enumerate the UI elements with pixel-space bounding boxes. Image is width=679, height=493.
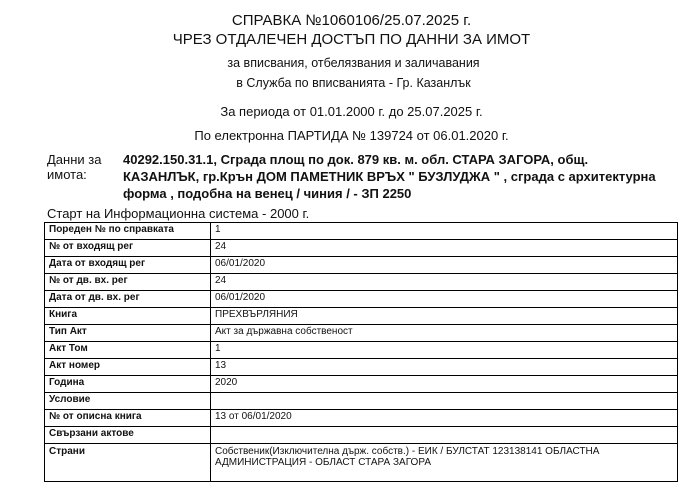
- row-value: [211, 427, 678, 444]
- table-row: [45, 274, 678, 291]
- row-value: 06/01/2020: [211, 291, 678, 308]
- table-row: [45, 308, 678, 325]
- row-value: ПРЕХВЪРЛЯНИЯ: [211, 308, 678, 325]
- period-range: За периода от 01.01.2000 г. до 25.07.2025 г.: [220, 104, 483, 119]
- row-value: 1: [211, 342, 678, 359]
- row-label: Акт Том: [45, 342, 211, 359]
- row-value: 13 от 06/01/2020: [211, 410, 678, 427]
- table-row: [45, 444, 678, 482]
- property-description: 40292.150.31.1, Сграда площ по док. 879 кв. м. обл. СТАРА ЗАГОРА, общ. КАЗАНЛЪК, гр.Крън ДОМ ПАМЕТНИК ВРЪХ " БУЗЛУДЖА " , сграда с архитектурна форма , подобна на венец / чиния / - ЗП 2250: [123, 152, 656, 201]
- table-row: [45, 376, 678, 393]
- row-value: 1: [211, 223, 678, 240]
- row-label: Акт номер: [45, 359, 211, 376]
- row-label: Книга: [45, 308, 211, 325]
- record-table: [44, 222, 678, 482]
- table-row: [45, 393, 678, 410]
- row-label: Дата от входящ рег: [45, 257, 211, 274]
- row-label: Пореден № по справката: [45, 223, 211, 240]
- row-value: 24: [211, 240, 678, 257]
- row-value: [211, 393, 678, 410]
- row-label: Свързани актове: [45, 427, 211, 444]
- table-row: [45, 410, 678, 427]
- table-row: [45, 325, 678, 342]
- row-value: Акт за държавна собственост: [211, 325, 678, 342]
- row-value: Собственик(Изключителна държ. собств.) - ЕИК / БУЛСТАТ 123138141 ОБЛАСТНА АДМИНИСТРАЦИЯ - ОБЛАСТ СТАРА ЗАГОРА: [211, 444, 678, 482]
- document-subtitle: за вписвания, отбелязвания и заличавания: [227, 56, 480, 70]
- row-value: 06/01/2020: [211, 257, 678, 274]
- table-row: [45, 427, 678, 444]
- property-label: Данни за имота:: [47, 152, 102, 182]
- registry-office: в Служба по вписванията - Гр. Казанлък: [236, 76, 471, 90]
- row-value: 13: [211, 359, 678, 376]
- partida-number: По електронна ПАРТИДА № 139724 от 06.01.2020 г.: [194, 128, 509, 143]
- table-row: [45, 240, 678, 257]
- row-label: № от описна книга: [45, 410, 211, 427]
- row-value: 2020: [211, 376, 678, 393]
- table-row: [45, 291, 678, 308]
- table-row: [45, 342, 678, 359]
- table-row: [45, 359, 678, 376]
- row-label: № от дв. вх. рег: [45, 274, 211, 291]
- row-value: 24: [211, 274, 678, 291]
- row-label: Тип Акт: [45, 325, 211, 342]
- document-title-line2: ЧРЕЗ ОТДАЛЕЧЕН ДОСТЪП ПО ДАННИ ЗА ИМОТ: [172, 31, 531, 48]
- row-label: Дата от дв. вх. рег: [45, 291, 211, 308]
- document-title: СПРАВКА №1060106/25.07.2025 г.: [231, 12, 472, 29]
- table-row: [45, 223, 678, 240]
- row-label: Година: [45, 376, 211, 393]
- system-start-note: Старт на Информационна система - 2000 г.: [47, 206, 310, 221]
- row-label: Страни: [45, 444, 211, 482]
- row-label: № от входящ рег: [45, 240, 211, 257]
- table-row: [45, 257, 678, 274]
- row-label: Условие: [45, 393, 211, 410]
